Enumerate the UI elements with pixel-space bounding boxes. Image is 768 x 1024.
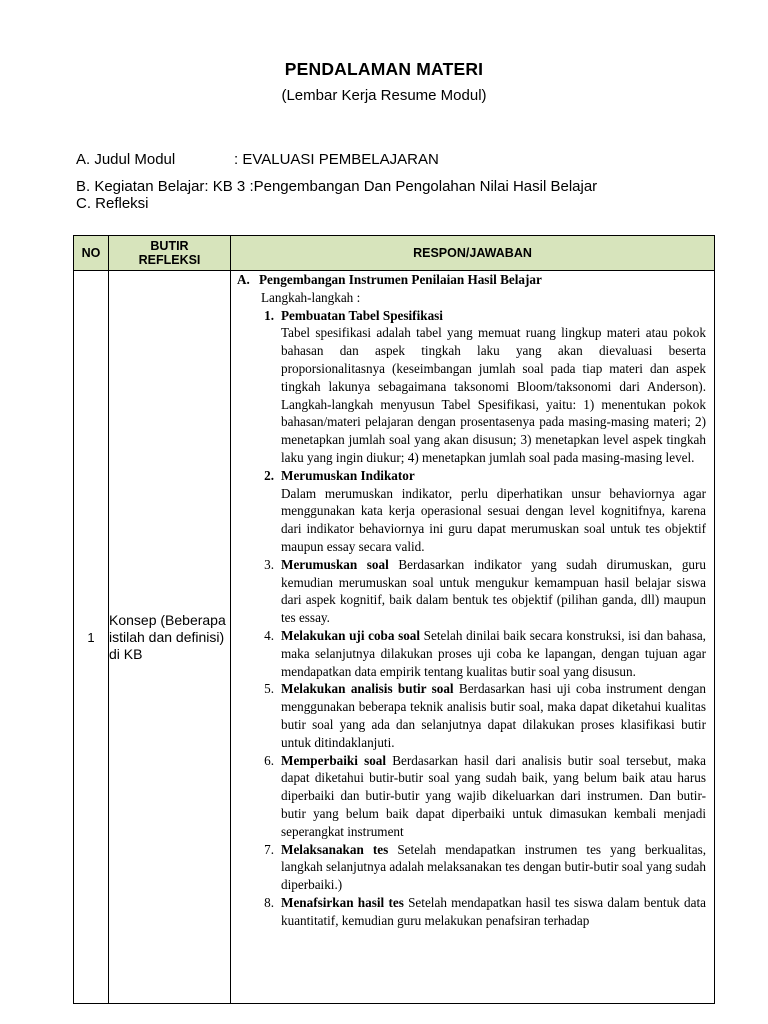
- step-body: [281, 680, 710, 751]
- row-respon: [231, 271, 715, 1004]
- list-item: [231, 467, 710, 556]
- step-body: [281, 752, 710, 841]
- step-body: [281, 556, 710, 627]
- langkah-label: Langkah-langkah :: [261, 289, 361, 305]
- step-title: Memperbaiki soal: [281, 752, 387, 768]
- step-number: 6.: [264, 752, 274, 768]
- page-title: PENDALAMAN MATERI: [284, 59, 484, 79]
- judul-modul-line: [76, 151, 439, 168]
- step-number: 4.: [264, 627, 274, 643]
- step-title: Menafsirkan hasil tes: [281, 894, 404, 910]
- step-number: 5.: [264, 681, 274, 697]
- judul-modul-label: A. Judul Modul: [76, 151, 176, 168]
- step-text: Setelah mendapatkan hasil tes siswa dalam bentuk data kuantitatif, kemudian guru melakukan penafsiran terhadap: [281, 894, 706, 928]
- section-heading: [231, 271, 710, 289]
- header-respon-jawaban: RESPON/JAWABAN: [231, 236, 715, 271]
- step-text: Berdasarkan hasil dari analisis butir soal tersebut, maka dapat diketahui butir-butir soal yang sudah baik, yang belum baik atau harus diperbaiki dan butir-butir yang wajib dikeluarkan dari instrumen. Dan butir-butir yang belum baik dapat diperbaiki untuk dimasukan kembali menjadi seperangkat instrument: [281, 752, 707, 839]
- refleksi-label: C. Refleksi: [76, 195, 149, 212]
- step-title: Merumuskan Indikator: [281, 467, 415, 483]
- step-text: Tabel spesifikasi adalah tabel yang memuat ruang lingkup materi atau pokok bahasan dan aspek tingkah laku yang akan dievaluasi beserta proporsionalitasnya (keseimbangan jumlah soal pada tiap materi dan aspek tingkah lakunya sebagaimana taksonomi Bloom/taksonomi dari Anderson). Langkah-langkah menyusun Tabel Spesifikasi, yaitu: 1) menentukan pokok bahasan/materi pelajaran dengan prosentasenya pada masing-masing materi; 2) menetapkan jumlah soal yang akan disusun; 3) menetapkan level aspek tingkah laku yang ingin diukur; 4) menetapkan jumlah soal pada masing-masing level.: [281, 325, 706, 465]
- refleksi-table: [73, 235, 715, 1004]
- step-body: [281, 307, 710, 467]
- row-butir-refleksi: Konsep (Beberapa istilah dan definisi) di KB: [109, 271, 231, 1004]
- step-body: [281, 627, 710, 680]
- step-number: 1.: [264, 307, 274, 323]
- table-header-row: [74, 236, 715, 271]
- step-body: [281, 894, 710, 930]
- list-item: [231, 307, 710, 467]
- step-number: 3.: [264, 556, 274, 572]
- row-number: 1: [74, 271, 109, 1004]
- judul-modul-value: : EVALUASI PEMBELAJARAN: [234, 151, 439, 168]
- kegiatan-belajar-label: B. Kegiatan Belajar: [76, 178, 205, 195]
- step-number: 7.: [264, 841, 274, 857]
- step-title: Merumuskan soal: [281, 556, 389, 572]
- list-item: [231, 556, 710, 627]
- step-title: Melakukan analisis butir soal: [281, 681, 454, 697]
- page-subtitle: (Lembar Kerja Resume Modul): [281, 87, 487, 104]
- step-title: Melakukan uji coba soal: [281, 627, 421, 643]
- section-title: Pengembangan Instrumen Penilaian Hasil Belajar: [259, 272, 542, 287]
- step-title: Pembuatan Tabel Spesifikasi: [281, 307, 443, 323]
- kegiatan-belajar-line: [76, 178, 597, 195]
- header-butir-line1: BUTIR: [150, 239, 189, 253]
- section-label: A.: [237, 272, 250, 287]
- step-body: [281, 467, 710, 556]
- step-title: Melaksanakan tes: [281, 841, 389, 857]
- step-text: Dalam merumuskan indikator, perlu diperhatikan unsur behaviornya agar menggunakan kata kerja operasional sesuai dengan level kognitifnya, karena dari indikator behaviornya ini guru dapat merumuskan soal untuk tes objektif maupun essay secara valid.: [281, 485, 706, 554]
- respon-content: [231, 271, 714, 1003]
- step-text: Setelah dinilai baik secara konstruksi, isi dan bahasa, maka selanjutnya dilakukan proses uji coba ke lapangan, dengan tujuan agar mendapatkan data empirik tentang kualitas butir soal yang disusun.: [281, 627, 706, 679]
- list-item: [231, 752, 710, 841]
- step-text: Berdasarkan hasi uji coba instrument dengan menggunakan beberapa teknik analisis butir soal, maka dapat diketahui kualitas butir soal yang ada dan selanjutnya dapat dilakukan proses klasifikasi butir untuk ditindaklanjuti.: [281, 681, 706, 750]
- header-butir-refleksi: [109, 236, 231, 271]
- step-text: Berdasarkan indikator yang sudah dirumuskan, guru kemudian merumuskan soal untuk mengukur kemampuan hasil belajar siswa dari aspek kognitif, baik dalam bentuk tes objektif (pilihan ganda, dll) maupun tes essay.: [281, 556, 706, 626]
- list-item: [231, 841, 710, 894]
- step-body: [281, 841, 710, 894]
- header-no: NO: [74, 236, 109, 271]
- table-row: [74, 271, 715, 1004]
- kegiatan-belajar-value: : KB 3 :Pengembangan Dan Pengolahan Nilai Hasil Belajar: [204, 178, 598, 195]
- step-number: 2.: [264, 467, 274, 483]
- list-item: [231, 680, 710, 751]
- step-number: 8.: [264, 894, 274, 910]
- step-text: Setelah mendapatkan instrumen tes yang berkualitas, langkah selanjutnya adalah melaksanakan tes dengan butir-butir soal yang sudah diperbaiki.): [281, 841, 706, 893]
- header-butir-line2: REFLEKSI: [138, 253, 201, 267]
- list-item: [231, 894, 710, 930]
- steps-list: [231, 307, 710, 930]
- list-item: [231, 627, 710, 680]
